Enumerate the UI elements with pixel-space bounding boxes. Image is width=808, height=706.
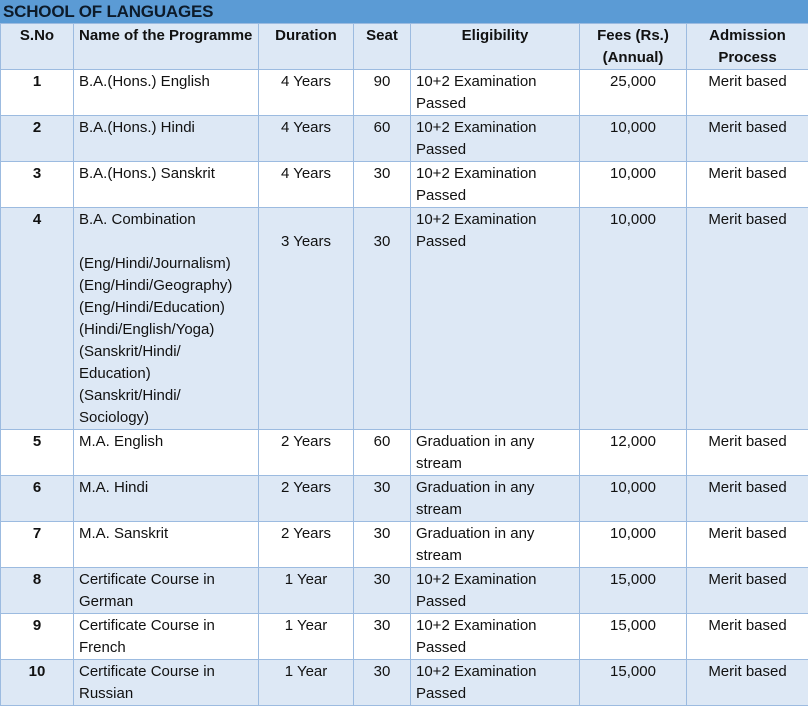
programmes-table — [0, 23, 808, 706]
programme-name: M.A. Sanskrit — [79, 523, 253, 545]
combination-item: (Hindi/English/Yoga) — [79, 319, 253, 341]
programme-name: B.A. Combination — [79, 209, 253, 231]
cell-eligibility: 10+2 Examination Passed — [411, 208, 580, 430]
table-row — [1, 568, 808, 614]
programme-name: M.A. Hindi — [79, 477, 253, 499]
cell-programme-name — [74, 568, 259, 614]
table-row — [1, 116, 808, 162]
cell-programme-name — [74, 70, 259, 116]
header-admission: Admission Process — [687, 24, 808, 70]
cell-duration: 1 Year — [259, 568, 354, 614]
cell-eligibility: 10+2 Examination Passed — [411, 70, 580, 116]
combination-item: (Sanskrit/Hindi/ Education) — [79, 341, 253, 385]
cell-duration: 1 Year — [259, 614, 354, 660]
cell-eligibility: Graduation in any stream — [411, 476, 580, 522]
cell-admission: Merit based — [687, 162, 808, 208]
cell-duration: 2 Years — [259, 476, 354, 522]
table-body — [1, 70, 808, 706]
cell-fees: 12,000 — [580, 430, 687, 476]
cell-fees: 10,000 — [580, 162, 687, 208]
table-row — [1, 660, 808, 706]
programme-name: M.A. English — [79, 431, 253, 453]
cell-fees: 10,000 — [580, 208, 687, 430]
table-row — [1, 614, 808, 660]
cell-fees: 15,000 — [580, 568, 687, 614]
cell-duration: 2 Years — [259, 522, 354, 568]
cell-fees: 15,000 — [580, 614, 687, 660]
combination-item: (Eng/Hindi/Journalism) — [79, 253, 253, 275]
cell-admission: Merit based — [687, 208, 808, 430]
section-title: SCHOOL OF LANGUAGES — [0, 0, 808, 23]
cell-admission: Merit based — [687, 430, 808, 476]
header-seat: Seat — [354, 24, 411, 70]
cell-seat: 30 — [354, 614, 411, 660]
cell-duration: 1 Year — [259, 660, 354, 706]
cell-duration: 4 Years — [259, 162, 354, 208]
programme-name: B.A.(Hons.) Sanskrit — [79, 163, 253, 185]
cell-sno: 4 — [1, 208, 74, 430]
cell-seat: 30 — [354, 568, 411, 614]
cell-programme-name — [74, 660, 259, 706]
cell-duration: 4 Years — [259, 70, 354, 116]
cell-admission: Merit based — [687, 476, 808, 522]
cell-sno: 9 — [1, 614, 74, 660]
programme-name: B.A.(Hons.) Hindi — [79, 117, 253, 139]
cell-eligibility: 10+2 Examination Passed — [411, 614, 580, 660]
header-eligibility: Eligibility — [411, 24, 580, 70]
cell-admission: Merit based — [687, 568, 808, 614]
cell-eligibility: 10+2 Examination Passed — [411, 660, 580, 706]
cell-programme-name — [74, 430, 259, 476]
cell-admission: Merit based — [687, 70, 808, 116]
cell-seat: 30 — [354, 522, 411, 568]
header-row — [1, 24, 808, 70]
cell-admission: Merit based — [687, 614, 808, 660]
header-fees: Fees (Rs.) (Annual) — [580, 24, 687, 70]
combination-item: (Eng/Hindi/Education) — [79, 297, 253, 319]
table-row — [1, 476, 808, 522]
cell-seat: 60 — [354, 430, 411, 476]
spacer — [79, 231, 253, 253]
cell-admission: Merit based — [687, 660, 808, 706]
cell-sno: 3 — [1, 162, 74, 208]
cell-duration: 3 Years — [259, 208, 354, 430]
cell-seat: 30 — [354, 476, 411, 522]
cell-sno: 8 — [1, 568, 74, 614]
cell-programme-name — [74, 208, 259, 430]
table-row — [1, 208, 808, 430]
combination-item: (Eng/Hindi/Geography) — [79, 275, 253, 297]
header-sno: S.No — [1, 24, 74, 70]
cell-admission: Merit based — [687, 522, 808, 568]
cell-eligibility: Graduation in any stream — [411, 430, 580, 476]
cell-sno: 5 — [1, 430, 74, 476]
cell-fees: 25,000 — [580, 70, 687, 116]
cell-duration: 2 Years — [259, 430, 354, 476]
cell-fees: 10,000 — [580, 522, 687, 568]
cell-seat: 30 — [354, 660, 411, 706]
cell-fees: 15,000 — [580, 660, 687, 706]
programme-name: B.A.(Hons.) English — [79, 71, 253, 93]
cell-programme-name — [74, 162, 259, 208]
table-row — [1, 162, 808, 208]
cell-seat: 30 — [354, 208, 411, 430]
header-duration: Duration — [259, 24, 354, 70]
cell-fees: 10,000 — [580, 116, 687, 162]
cell-sno: 7 — [1, 522, 74, 568]
cell-sno: 2 — [1, 116, 74, 162]
header-name: Name of the Programme — [74, 24, 259, 70]
cell-sno: 10 — [1, 660, 74, 706]
cell-eligibility: 10+2 Examination Passed — [411, 116, 580, 162]
cell-seat: 30 — [354, 162, 411, 208]
table-row — [1, 430, 808, 476]
cell-seat: 90 — [354, 70, 411, 116]
cell-eligibility: 10+2 Examination Passed — [411, 162, 580, 208]
combination-item: (Sanskrit/Hindi/ Sociology) — [79, 385, 253, 429]
cell-duration: 4 Years — [259, 116, 354, 162]
cell-sno: 6 — [1, 476, 74, 522]
cell-admission: Merit based — [687, 116, 808, 162]
programme-name: Certificate Course in German — [79, 569, 253, 613]
cell-eligibility: 10+2 Examination Passed — [411, 568, 580, 614]
programme-name: Certificate Course in Russian — [79, 661, 253, 705]
cell-seat: 60 — [354, 116, 411, 162]
cell-sno: 1 — [1, 70, 74, 116]
table-row — [1, 70, 808, 116]
cell-programme-name — [74, 116, 259, 162]
cell-programme-name — [74, 476, 259, 522]
cell-programme-name — [74, 522, 259, 568]
cell-fees: 10,000 — [580, 476, 687, 522]
table-row — [1, 522, 808, 568]
cell-programme-name — [74, 614, 259, 660]
cell-eligibility: Graduation in any stream — [411, 522, 580, 568]
programme-name: Certificate Course in French — [79, 615, 253, 659]
